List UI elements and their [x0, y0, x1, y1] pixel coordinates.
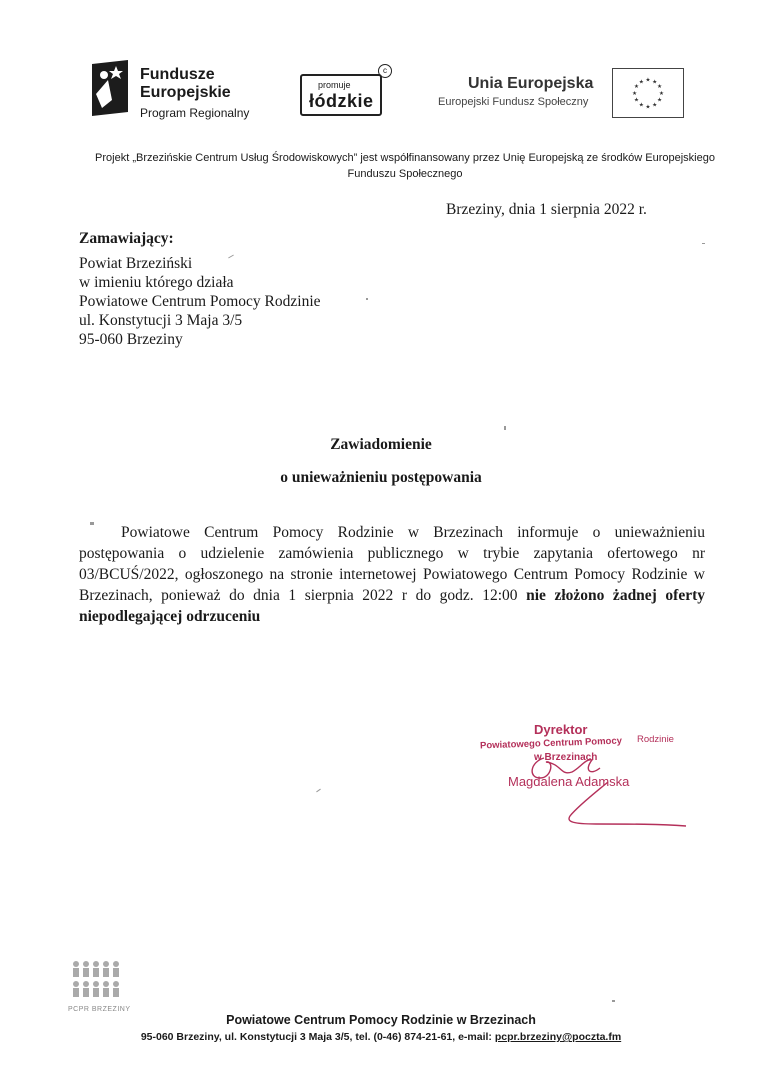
stamp-institution: Powiatowego Centrum Pomocy — [479, 735, 623, 752]
svg-text:★: ★ — [638, 79, 644, 86]
project-note-line2: Funduszu Społecznego — [347, 168, 463, 180]
svg-text:★: ★ — [645, 77, 651, 84]
fe-logo-line3: Program Regionalny — [140, 106, 250, 120]
buyer-line-1: Powiat Brzeziński — [79, 255, 193, 272]
lodzkie-logo-text: łódzkie — [309, 91, 374, 111]
lodzkie-copyright-icon: c — [378, 64, 392, 78]
body-text-normal: Powiatowe Centrum Pomocy Rodzinie w Brzezinach informuje o unieważnieniu postępowania o udzielenie zamówienia publicznego w trybie zapytania ofertowego nr 03/BCUŚ/2022, ogłoszonego na stronie internetowej Powiatowego Centrum Pomocy Rodzinie w Brzezinach, ponieważ do dnia 1 sierpnia 2022 r do godz. 12:00 — [79, 524, 705, 604]
svg-text:★: ★ — [633, 84, 640, 91]
svg-text:★: ★ — [656, 84, 663, 91]
document-title: Zawiadomienie — [330, 436, 432, 453]
project-cofinancing-note — [60, 150, 750, 182]
svg-text:★: ★ — [658, 90, 665, 97]
svg-text:★: ★ — [631, 90, 638, 97]
fundusze-europejskie-logo-icon — [90, 58, 130, 126]
project-note-line1: Projekt „Brzezińskie Centrum Usług Środowiskowych” jest współfinansowany przez Unię Europejską ze środków Europejskiego — [95, 152, 715, 164]
handwritten-signature-icon — [500, 748, 700, 838]
body-text-bold: nie złożono żadnej oferty niepodlegającej odrzuceniu — [79, 587, 705, 625]
eu-flag-icon — [612, 68, 684, 118]
fe-logo-line1: Fundusze — [140, 66, 215, 83]
stamp-title: Dyrektor — [534, 722, 588, 737]
svg-text:★: ★ — [652, 102, 658, 109]
svg-text:★: ★ — [633, 97, 640, 104]
pcpr-logo-label: PCPR BRZEZINY — [68, 1006, 131, 1013]
buyer-line-3: Powiatowe Centrum Pomocy Rodzinie — [79, 293, 321, 310]
body-paragraph — [79, 522, 705, 627]
ue-logo-line2: Europejski Fundusz Społeczny — [438, 96, 589, 108]
footer-contact — [0, 1030, 762, 1044]
svg-text:★: ★ — [638, 102, 644, 109]
footer-organization: Powiatowe Centrum Pomocy Rodzinie w Brzezinach — [226, 1013, 536, 1027]
buyer-line-4: ul. Konstytucji 3 Maja 3/5 — [79, 312, 243, 329]
buyer-line-2: w imieniu którego działa — [79, 274, 234, 291]
fe-logo-line2: Europejskie — [140, 84, 231, 101]
footer-email-link[interactable]: pcpr.brzeziny@poczta.fm — [494, 1031, 622, 1043]
svg-text:★: ★ — [652, 79, 658, 86]
svg-text:★: ★ — [656, 97, 663, 104]
buyer-line-5: 95-060 Brzeziny — [79, 331, 183, 348]
stamp-institution-cont: Rodzinie — [637, 734, 674, 745]
pcpr-people-logo-icon — [68, 958, 124, 1004]
place-and-date: Brzeziny, dnia 1 sierpnia 2022 r. — [446, 201, 647, 218]
svg-text:★: ★ — [645, 104, 651, 111]
lodzkie-logo-small-text: promuje — [318, 80, 351, 90]
stamp-name: Magdalena Adamska — [508, 774, 630, 789]
ue-logo-line1: Unia Europejska — [468, 75, 594, 92]
buyer-label: Zamawiający: — [79, 230, 174, 247]
stamp-location: w Brzezinach — [534, 752, 598, 763]
footer-address: 95-060 Brzeziny, ul. Konstytucji 3 Maja 3/5, tel. (0-46) 874-21-61, e-mail: — [140, 1031, 495, 1043]
document-subtitle: o unieważnieniu postępowania — [280, 469, 482, 486]
